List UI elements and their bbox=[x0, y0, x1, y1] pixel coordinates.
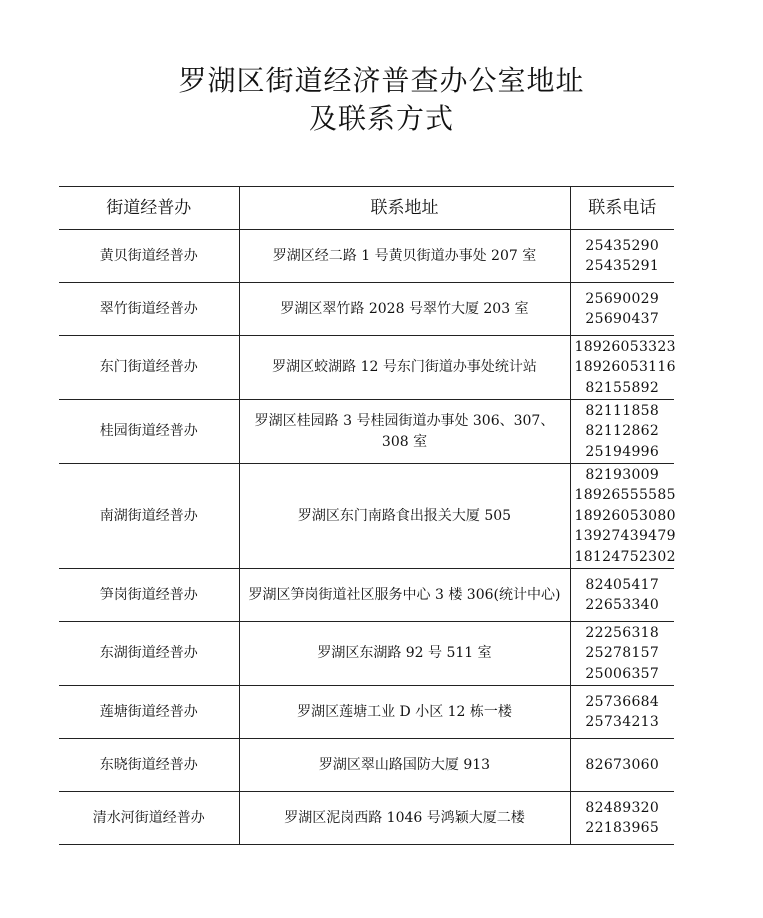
phone-number: 82489320 bbox=[585, 799, 660, 816]
phone-number: 25734213 bbox=[585, 714, 660, 730]
address-cell: 罗湖区翠竹路 2028 号翠竹大厦 203 室 bbox=[239, 283, 570, 336]
contact-table bbox=[59, 186, 674, 845]
phone-number: 18124752302 bbox=[574, 548, 676, 565]
phone-number: 22256318 bbox=[585, 624, 660, 641]
header-phone: 联系电话 bbox=[570, 187, 674, 230]
table-row bbox=[59, 464, 674, 569]
phone-number: 25690437 bbox=[585, 311, 660, 327]
office-cell: 莲塘街道经普办 bbox=[59, 686, 239, 739]
address-cell: 罗湖区泥岗西路 1046 号鸿颖大厦二楼 bbox=[239, 792, 570, 845]
phone-cell bbox=[570, 739, 674, 792]
phone-number: 82405417 bbox=[585, 576, 660, 593]
office-cell: 笋岗街道经普办 bbox=[59, 569, 239, 622]
address-cell: 罗湖区东湖路 92 号 511 室 bbox=[239, 622, 570, 686]
phone-number: 82193009 bbox=[585, 466, 660, 483]
address-cell: 罗湖区蛟湖路 12 号东门街道办事处统计站 bbox=[239, 336, 570, 400]
office-cell: 东门街道经普办 bbox=[59, 336, 239, 400]
phone-number: 18926053080 bbox=[574, 507, 676, 524]
page-subtitle: 及联系方式 bbox=[308, 102, 454, 135]
address-cell: 罗湖区莲塘工业 D 小区 12 栋一楼 bbox=[239, 686, 570, 739]
phone-number: 25736684 bbox=[585, 693, 660, 710]
phone-number: 25435290 bbox=[585, 237, 660, 254]
phone-number: 25006357 bbox=[585, 665, 660, 682]
phone-number: 18926053323 bbox=[574, 338, 676, 355]
phone-number: 25690029 bbox=[585, 290, 660, 307]
phone-number: 25194996 bbox=[585, 443, 660, 460]
office-cell: 桂园街道经普办 bbox=[59, 400, 239, 464]
address-cell: 罗湖区桂园路 3 号桂园街道办事处 306、307、308 室 bbox=[239, 400, 570, 464]
phone-cell bbox=[570, 464, 674, 569]
address-cell: 罗湖区翠山路国防大厦 913 bbox=[239, 739, 570, 792]
phone-cell bbox=[570, 792, 674, 845]
office-cell: 翠竹街道经普办 bbox=[59, 283, 239, 336]
header-address: 联系地址 bbox=[239, 187, 570, 230]
page-title: 罗湖区街道经济普查办公室地址 bbox=[178, 64, 585, 97]
header-office: 街道经普办 bbox=[59, 187, 239, 230]
address-cell: 罗湖区东门南路食出报关大厦 505 bbox=[239, 464, 570, 569]
table-row bbox=[59, 739, 674, 792]
office-cell: 东晓街道经普办 bbox=[59, 739, 239, 792]
phone-number: 25435291 bbox=[585, 258, 660, 274]
table-row bbox=[59, 686, 674, 739]
phone-number: 22653340 bbox=[585, 597, 660, 613]
office-cell: 清水河街道经普办 bbox=[59, 792, 239, 845]
phone-number: 22183965 bbox=[585, 820, 660, 836]
phone-number: 82673060 bbox=[585, 756, 660, 773]
office-cell: 南湖街道经普办 bbox=[59, 464, 239, 569]
table-row bbox=[59, 569, 674, 622]
phone-cell bbox=[570, 569, 674, 622]
phone-number: 18926555585 bbox=[574, 487, 676, 504]
table-row bbox=[59, 283, 674, 336]
phone-cell bbox=[570, 283, 674, 336]
phone-number: 82155892 bbox=[585, 379, 660, 396]
table-row bbox=[59, 336, 674, 400]
office-cell: 黄贝街道经普办 bbox=[59, 230, 239, 283]
phone-number: 82112862 bbox=[585, 423, 660, 440]
phone-number: 82111858 bbox=[585, 402, 660, 419]
table-header-row bbox=[59, 187, 674, 230]
table-row bbox=[59, 792, 674, 845]
phone-number: 18926053116 bbox=[574, 359, 676, 376]
table-row bbox=[59, 400, 674, 464]
phone-cell bbox=[570, 400, 674, 464]
phone-number: 25278157 bbox=[585, 645, 660, 662]
address-cell: 罗湖区笋岗街道社区服务中心 3 楼 306(统计中心) bbox=[239, 569, 570, 622]
table-row bbox=[59, 622, 674, 686]
phone-cell bbox=[570, 686, 674, 739]
phone-cell bbox=[570, 622, 674, 686]
office-cell: 东湖街道经普办 bbox=[59, 622, 239, 686]
address-cell: 罗湖区经二路 1 号黄贝街道办事处 207 室 bbox=[239, 230, 570, 283]
phone-number: 13927439479 bbox=[574, 528, 676, 545]
phone-cell bbox=[570, 336, 674, 400]
table-row bbox=[59, 230, 674, 283]
phone-cell bbox=[570, 230, 674, 283]
